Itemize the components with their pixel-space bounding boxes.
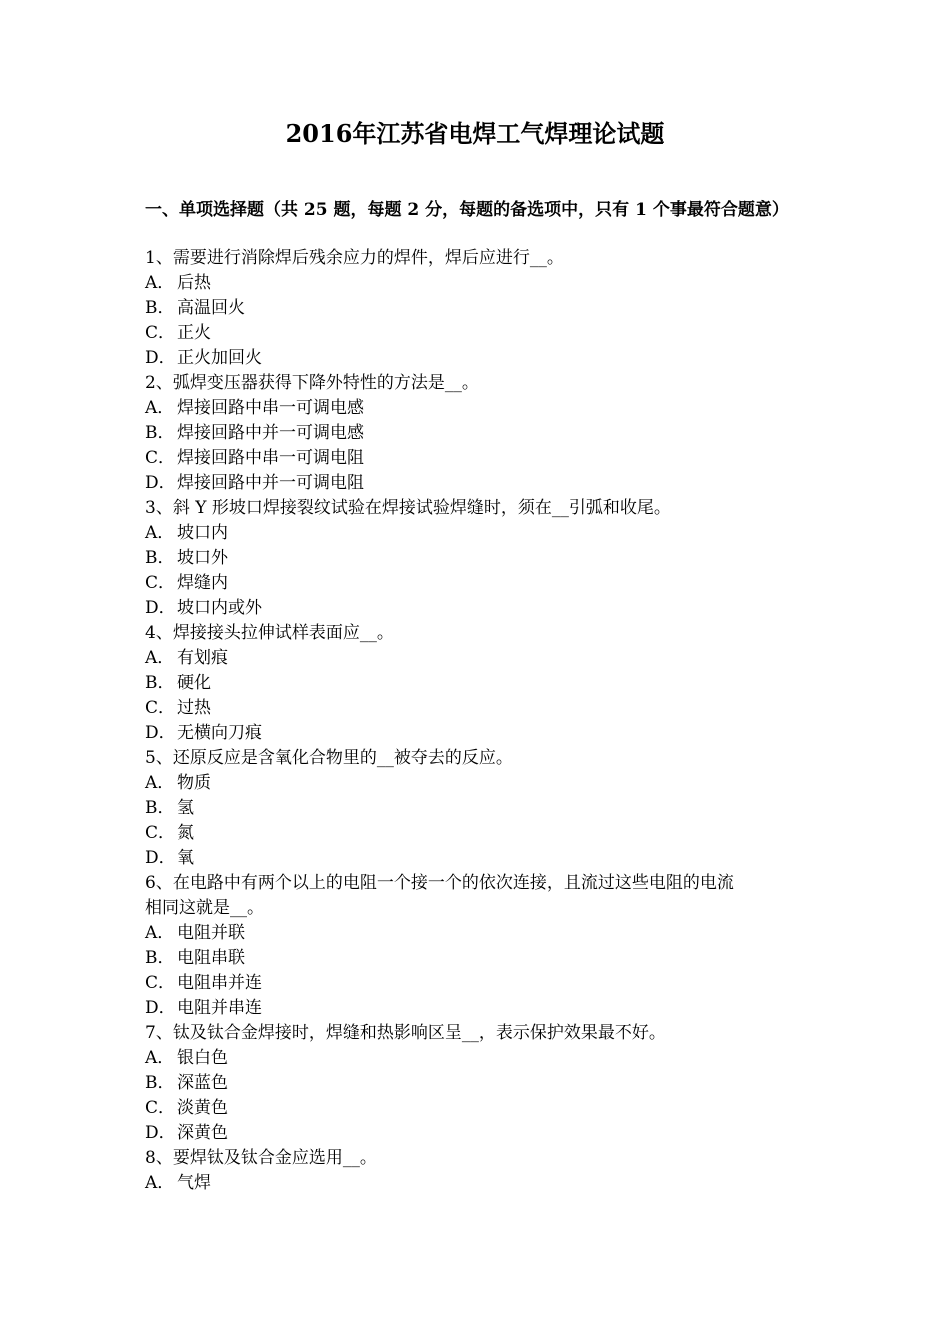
option-5-c (145, 821, 810, 846)
option-letter: B． (145, 423, 175, 443)
section-header: 一、单项选择题（共 25 题，每题 2 分，每题的备选项中，只有 1 个事最符合题意） (145, 200, 789, 220)
option-text: 坡口内 (177, 523, 228, 543)
question-list (145, 246, 810, 1196)
option-text: 硬化 (177, 673, 211, 693)
option-text: 正火加回火 (177, 348, 262, 368)
option-1-c (145, 321, 810, 346)
option-5-b (145, 796, 810, 821)
option-text: 深蓝色 (177, 1073, 228, 1093)
option-7-c (145, 1096, 810, 1121)
option-2-d (145, 471, 810, 496)
option-text: 气焊 (177, 1173, 211, 1193)
option-letter: D． (145, 473, 176, 493)
option-3-c (145, 571, 810, 596)
option-5-a (145, 771, 810, 796)
question-1: 1、需要进行消除焊后残余应力的焊件，焊后应进行__。 (145, 248, 564, 268)
option-3-a (145, 521, 810, 546)
option-text: 过热 (177, 698, 211, 718)
option-letter: D． (145, 598, 176, 618)
option-text: 电阻并串连 (177, 998, 262, 1018)
option-letter: C． (145, 323, 176, 343)
option-letter: A． (145, 398, 175, 418)
question-8: 8、要焊钛及钛合金应选用__。 (145, 1148, 377, 1168)
option-letter: C． (145, 1098, 176, 1118)
option-3-d (145, 596, 810, 621)
option-letter: C． (145, 973, 176, 993)
option-1-a (145, 271, 810, 296)
option-5-d (145, 846, 810, 871)
option-text: 有划痕 (177, 648, 228, 668)
option-letter: A． (145, 773, 175, 793)
option-1-b (145, 296, 810, 321)
option-letter: D． (145, 348, 176, 368)
option-letter: B． (145, 673, 175, 693)
option-text: 焊接回路中串一可调电感 (177, 398, 364, 418)
option-text: 氢 (177, 798, 194, 818)
option-letter: A． (145, 1048, 175, 1068)
option-letter: D． (145, 998, 176, 1018)
option-4-d (145, 721, 810, 746)
option-letter: D． (145, 1123, 176, 1143)
option-7-b (145, 1071, 810, 1096)
option-text: 焊接回路中并一可调电感 (177, 423, 364, 443)
option-letter: C． (145, 823, 176, 843)
option-6-d (145, 996, 810, 1021)
option-letter: D． (145, 723, 176, 743)
option-text: 氮 (177, 823, 194, 843)
option-letter: B． (145, 798, 175, 818)
option-text: 坡口外 (177, 548, 228, 568)
option-7-d (145, 1121, 810, 1146)
option-4-b (145, 671, 810, 696)
option-6-c (145, 971, 810, 996)
option-8-a (145, 1171, 810, 1196)
option-letter: A． (145, 273, 175, 293)
option-4-a (145, 646, 810, 671)
option-3-b (145, 546, 810, 571)
option-text: 后热 (177, 273, 211, 293)
question-5: 5、还原反应是含氧化合物里的__被夺去的反应。 (145, 748, 513, 768)
option-2-c (145, 446, 810, 471)
question-6-line-2: 相同这就是__。 (145, 898, 264, 918)
option-text: 无横向刀痕 (177, 723, 262, 743)
option-text: 电阻串联 (177, 948, 245, 968)
question-7: 7、钛及钛合金焊接时，焊缝和热影响区呈__，表示保护效果最不好。 (145, 1023, 666, 1043)
option-6-b (145, 946, 810, 971)
question-6-line-1: 6、在电路中有两个以上的电阻一个接一个的依次连接，且流过这些电阻的电流 (145, 873, 734, 893)
option-2-a (145, 396, 810, 421)
option-text: 电阻并联 (177, 923, 245, 943)
question-4: 4、焊接接头拉伸试样表面应__。 (145, 623, 394, 643)
option-letter: A． (145, 523, 175, 543)
option-letter: C． (145, 573, 176, 593)
option-text: 焊缝内 (177, 573, 228, 593)
option-2-b (145, 421, 810, 446)
question-2: 2、弧焊变压器获得下降外特性的方法是__。 (145, 373, 479, 393)
option-letter: C． (145, 448, 176, 468)
option-text: 银白色 (177, 1048, 228, 1068)
option-text: 电阻串并连 (177, 973, 262, 993)
option-text: 物质 (177, 773, 211, 793)
option-letter: B． (145, 1073, 175, 1093)
option-text: 正火 (177, 323, 211, 343)
option-letter: D． (145, 848, 176, 868)
option-letter: B． (145, 548, 175, 568)
option-7-a (145, 1046, 810, 1071)
option-letter: B． (145, 298, 175, 318)
option-letter: A． (145, 923, 175, 943)
option-letter: C． (145, 698, 176, 718)
option-1-d (145, 346, 810, 371)
option-letter: B． (145, 948, 175, 968)
option-text: 焊接回路中并一可调电阻 (177, 473, 364, 493)
option-6-a (145, 921, 810, 946)
option-text: 淡黄色 (177, 1098, 228, 1118)
option-text: 深黄色 (177, 1123, 228, 1143)
option-text: 焊接回路中串一可调电阻 (177, 448, 364, 468)
option-letter: A． (145, 1173, 175, 1193)
question-3: 3、斜 Y 形坡口焊接裂纹试验在焊接试验焊缝时，须在__引弧和收尾。 (145, 498, 671, 518)
option-text: 坡口内或外 (177, 598, 262, 618)
option-letter: A． (145, 648, 175, 668)
option-4-c (145, 696, 810, 721)
page-title: 2016年江苏省电焊工气焊理论试题 (285, 119, 665, 148)
option-text: 氧 (177, 848, 194, 868)
option-text: 高温回火 (177, 298, 245, 318)
